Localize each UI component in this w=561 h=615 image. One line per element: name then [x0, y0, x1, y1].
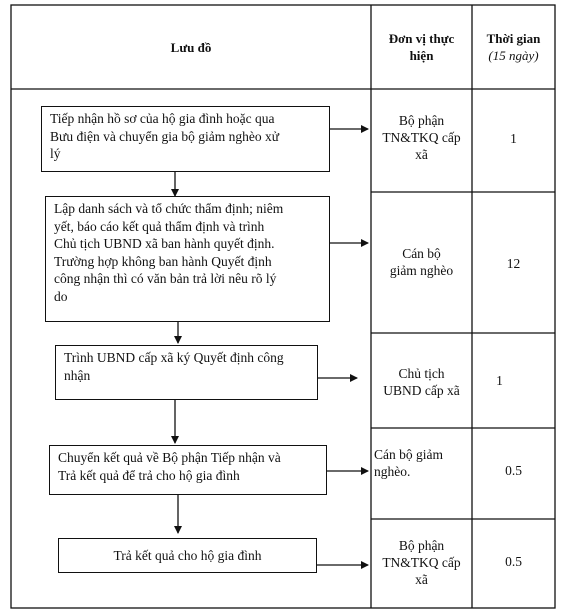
- flow-step-receive: Tiếp nhận hồ sơ của hộ gia đình hoặc qua Bưu điện và chuyển gia bộ giảm nghèo xử lý: [41, 106, 330, 172]
- flow-step-submit: Trình UBND cấp xã ký Quyết định công nhận: [55, 345, 318, 400]
- time-step-return: 0.5: [505, 554, 522, 569]
- time-step-transfer: 0.5: [505, 463, 522, 478]
- flow-step-appraisal: Lập danh sách và tổ chức thẩm định; niêm yết, báo cáo kết quả thẩm định và trình Chủ tịch UBND xã ban hành quyết định. Trường hợp không ban hành Quyết định công nhận thì có văn bản trả lời nêu rõ lý do: [45, 196, 330, 322]
- unit-step-return: Bộ phận TN&TKQ cấp xã: [382, 538, 461, 587]
- flow-step-transfer: Chuyển kết quả về Bộ phận Tiếp nhận và Trả kết quả để trả cho hộ gia đình: [49, 445, 327, 495]
- header-flowchart: Lưu đồ: [170, 39, 212, 55]
- header-time: Thời gian (15 ngày): [486, 31, 541, 63]
- unit-step-receive: Bộ phận TN&TKQ cấp xã: [382, 113, 461, 162]
- time-step-receive: 1: [510, 131, 517, 146]
- time-step-submit: 1: [496, 373, 503, 388]
- header-unit: Đơn vị thực hiện: [388, 31, 455, 63]
- time-step-appraisal: 12: [506, 256, 521, 271]
- unit-step-appraisal: Cán bộ giảm nghèo: [389, 246, 454, 278]
- flow-step-return: Trả kết quả cho hộ gia đình: [58, 538, 317, 573]
- unit-step-transfer: Cán bộ giảm nghèo.: [374, 447, 443, 479]
- unit-step-submit: Chủ tịch UBND cấp xã: [383, 366, 460, 398]
